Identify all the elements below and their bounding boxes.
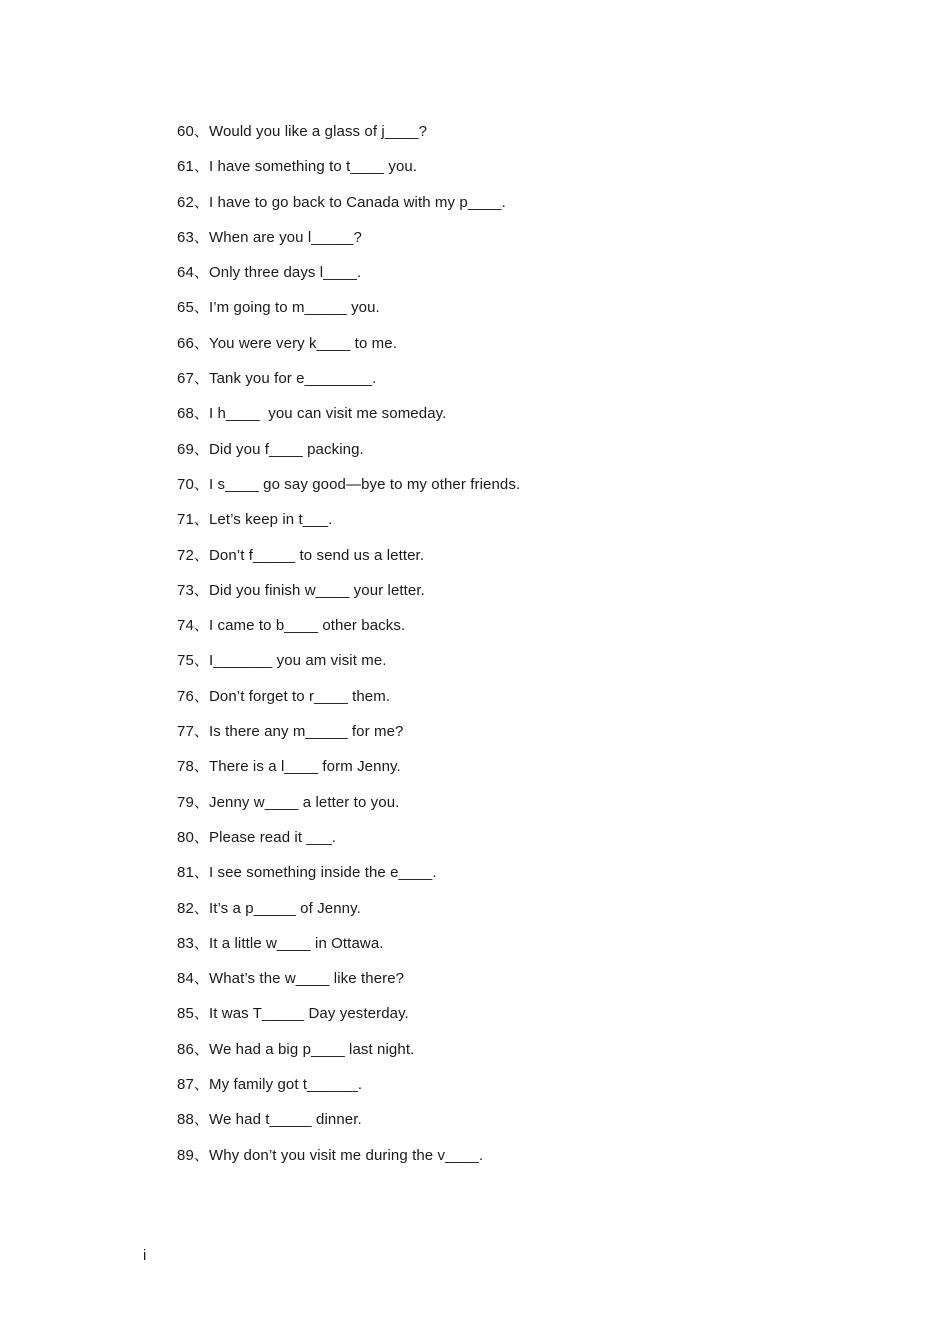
question-item: 76、Don’t forget to r____ them. bbox=[177, 687, 391, 705]
question-item: 82、It’s a p_____ of Jenny. bbox=[177, 899, 361, 917]
question-item: 89、Why don’t you visit me during the v____. bbox=[177, 1146, 484, 1164]
question-item: 72、Don’t f_____ to send us a letter. bbox=[177, 546, 425, 564]
question-item: 77、Is there any m_____ for me? bbox=[177, 723, 404, 741]
question-item: 80、Please read it ___. bbox=[177, 828, 336, 846]
footer-mark: i bbox=[143, 1247, 147, 1264]
question-item: 67、Tank you for e________. bbox=[177, 370, 377, 388]
question-item: 86、We had a big p____ last night. bbox=[177, 1040, 415, 1058]
question-item: 74、I came to b____ other backs. bbox=[177, 617, 406, 635]
question-item: 78、There is a l____ form Jenny. bbox=[177, 758, 401, 776]
question-item: 73、Did you finish w____ your letter. bbox=[177, 581, 425, 599]
question-item: 61、I have something to t____ you. bbox=[177, 158, 418, 176]
question-item: 71、Let’s keep in t___. bbox=[177, 511, 333, 529]
question-item: 69、Did you f____ packing. bbox=[177, 440, 364, 458]
question-item: 88、We had t_____ dinner. bbox=[177, 1111, 362, 1129]
question-list bbox=[177, 119, 520, 1178]
question-item: 83、It a little w____ in Ottawa. bbox=[177, 934, 384, 952]
question-item: 66、You were very k____ to me. bbox=[177, 334, 397, 352]
question-item: 79、Jenny w____ a letter to you. bbox=[177, 793, 400, 811]
question-item: 65、I’m going to m_____ you. bbox=[177, 299, 380, 317]
question-item: 70、I s____ go say good—bye to my other friends. bbox=[177, 475, 521, 493]
question-item: 81、I see something inside the e____. bbox=[177, 864, 437, 882]
question-item: 75、I_______ you am visit me. bbox=[177, 652, 387, 670]
question-item: 84、What’s the w____ like there? bbox=[177, 970, 405, 988]
question-item: 68、I h____ you can visit me someday. bbox=[177, 405, 447, 423]
question-item: 85、It was T_____ Day yesterday. bbox=[177, 1005, 409, 1023]
question-item: 87、My family got t______. bbox=[177, 1076, 363, 1094]
question-item: 64、Only three days l____. bbox=[177, 264, 362, 282]
question-item: 62、I have to go back to Canada with my p____. bbox=[177, 193, 506, 211]
question-item: 63、When are you l_____? bbox=[177, 228, 362, 246]
question-item: 60、Would you like a glass of j____? bbox=[177, 123, 428, 140]
